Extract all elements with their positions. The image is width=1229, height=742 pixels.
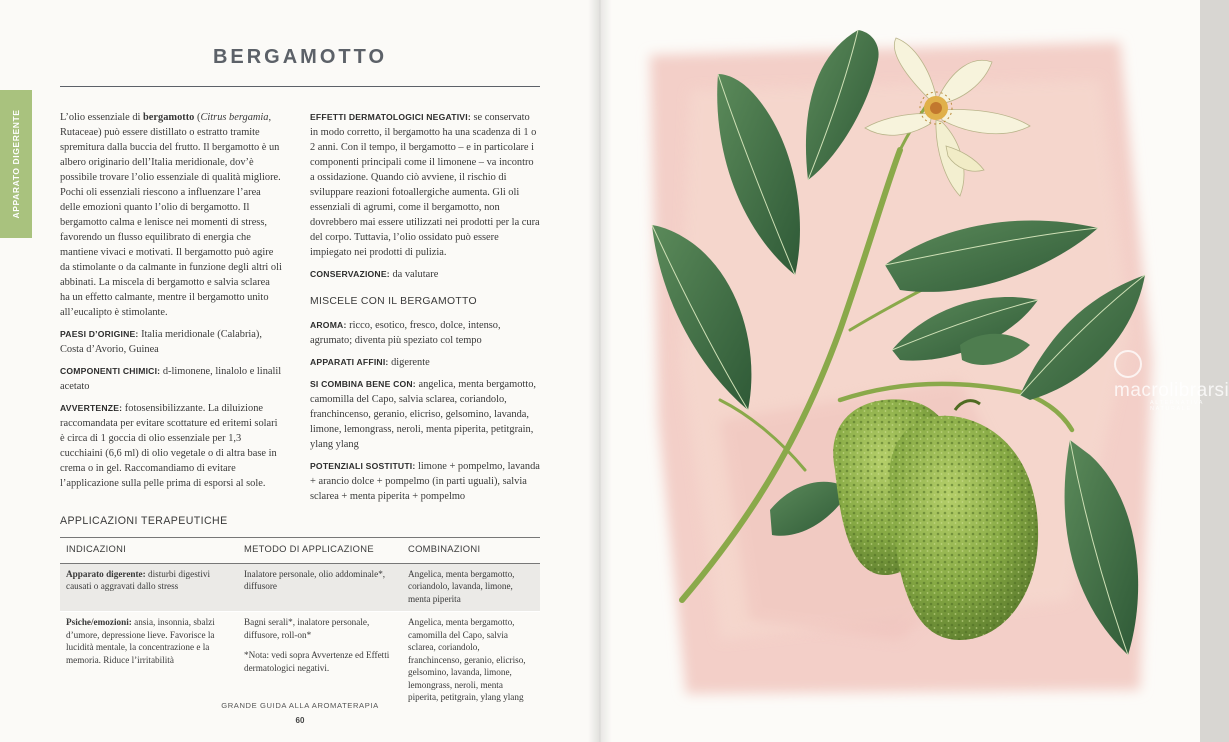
combina-text: angelica, menta bergamotto, camomilla del Capo, salvia sclarea, coriandolo, franchincenso, geranio, elicriso, gelsomino, lavanda, limone, lemongrass, neroli, menta piperita, petitgrain, ylang ylang xyxy=(310,379,536,450)
aroma-label: AROMA: xyxy=(310,320,347,330)
applicazioni-heading: APPLICAZIONI TERAPEUTICHE xyxy=(60,515,228,527)
table-row xyxy=(60,612,540,710)
cell-indicazioni xyxy=(60,563,238,612)
watermark-subtext: ALTERNATIVA NATURALE xyxy=(1150,400,1204,412)
indicazione-label: Psiche/emozioni: xyxy=(66,617,132,627)
cell-combinazioni: Angelica, menta bergamotto, coriandolo, lavanda, limone, menta piperita xyxy=(402,563,540,612)
indicazione-label: Apparato digerente: xyxy=(66,568,146,579)
apparati-text: digerente xyxy=(388,357,430,368)
header-indicazioni: INDICAZIONI xyxy=(60,538,238,564)
paesi-origine xyxy=(60,327,282,357)
section-tab xyxy=(0,90,32,238)
intro-text-c: , Rutaceae) può essere distillato o estratto tramite spremitura dalla buccia del frutto. Il bergamotto è un albero originario dell’Italia meridionale, dov’è possibile trovare l’olio essenziale di qualità migliore. Pochi oli essenziali riescono a influenzare l’area delle emozioni quanto l’olio di bergamotto. Il bergamotto calma e lenisce nei momenti di stress, favorendo un flusso equilibrato di energia che mantiene vivaci e motivati. Il bergamotto può agire da stimolante o da calmante in funzione degli altri oli abbinati. La miscela di bergamotto e salvia sclarea ha un effetto calmante, mentre il bergamotto unito all’eucalipto è stimolante. xyxy=(60,112,282,318)
bergamot-illustration-image xyxy=(600,0,1200,742)
header-combinazioni: COMBINAZIONI xyxy=(402,538,540,564)
conservazione-label: CONSERVAZIONE: xyxy=(310,269,390,279)
right-column xyxy=(310,110,540,511)
right-page xyxy=(600,0,1229,742)
apparati-affini xyxy=(310,355,540,370)
page-number: 60 xyxy=(295,716,305,725)
sostituti-text: limone + pompelmo, lavanda + arancio dolce + pompelmo (in parti uguali), salvia sclarea + menta piperita + pompelmo xyxy=(310,461,540,502)
effetti-label: EFFETTI DERMATOLOGICI NEGATIVI: xyxy=(310,112,471,122)
cell-metodo xyxy=(238,612,402,710)
applicazioni-table xyxy=(60,537,540,710)
conservazione-text: da valutare xyxy=(389,269,439,280)
intro-name: bergamotto xyxy=(143,112,195,123)
watermark-main xyxy=(1114,352,1229,402)
paesi-label: PAESI D’ORIGINE: xyxy=(60,329,139,339)
intro-text-a: L’olio essenziale di xyxy=(60,112,144,123)
title-rule xyxy=(60,86,540,87)
watermark-text: macrolibrarsi xyxy=(1114,380,1229,401)
sostituti-label: POTENZIALI SOSTITUTI: xyxy=(310,461,416,471)
avvertenze xyxy=(60,401,282,491)
indicazione-text: disturbi digestivi causati o aggravati dallo stress xyxy=(66,568,211,591)
miscele-heading: MISCELE CON IL BERGAMOTTO xyxy=(310,296,477,307)
paesi-text: Italia meridionale (Calabria), Costa d’Avorio, Guinea xyxy=(60,329,262,355)
cell-metodo: Inalatore personale, olio addominale*, diffusore xyxy=(238,563,402,612)
header-metodo: METODO DI APPLICAZIONE xyxy=(238,538,402,564)
aroma-text: ricco, esotico, fresco, dolce, intenso, agrumato; diventa più speziato col tempo xyxy=(310,320,501,346)
apparati-label: APPARATI AFFINI: xyxy=(310,357,389,367)
intro-paragraph xyxy=(60,110,282,320)
latin-name: Citrus bergamia xyxy=(200,112,269,123)
indicazione-text: ansia, insonnia, sbalzi d’umore, depressione lieve. Favorisce la lucidità mentale, la concentrazione e la memoria. Riduce l’irritabilità xyxy=(66,617,215,665)
effetti-dermatologici xyxy=(310,110,540,260)
metodo-text: Bagni serali*, inalatore personale, diffusore, roll-on* xyxy=(244,617,370,640)
intro-text-b: ( xyxy=(194,112,201,123)
page-title: BERGAMOTTO xyxy=(212,46,388,68)
effetti-text: se conservato in modo corretto, il bergamotto ha una scadenza di 1 o 2 anni. Con il tempo, il bergamotto – e in particolare i componenti principali come il limonene – va incontro a ossidazione. Quando ciò avviene, il rischio di sviluppare reazioni fotoallergiche aumenta. Gli oli essenziali di agrumi, come il bergamotto, non dovrebbero mai essere utilizzati nei prodotti per la cura del corpo. Tuttavia, l’olio ossidato può essere impiegato nei prodotti di pulizia. xyxy=(310,112,540,258)
avvertenze-label: AVVERTENZE: xyxy=(60,403,123,413)
left-page xyxy=(0,0,600,742)
cell-indicazioni xyxy=(60,612,238,710)
watermark xyxy=(1114,352,1229,412)
cell-combinazioni: Angelica, menta bergamotto, camomilla del Capo, salvia sclarea, coriandolo, franchincenso, geranio, elicriso, gelsomino, lavanda, limone, lemongrass, neroli, menta piperita, petitgrain, ylang ylang xyxy=(408,617,526,702)
running-footer: GRANDE GUIDA ALLA AROMATERAPIA xyxy=(221,701,379,710)
avvertenze-text: fotosensibilizzante. La diluizione raccomandata per evitare scottature ed eritemi solari è circa di 1 goccia di olio essenziale per 1,3 cucchiaini (6,6 ml) di olio vegetale o di altra base in crema o in gel. Raccomandiamo di evitare l’applicazione sulla pelle prima di esporsi al sole. xyxy=(60,403,278,489)
si-combina xyxy=(310,377,540,452)
left-column xyxy=(60,110,282,498)
table-row xyxy=(60,563,540,612)
componenti-chimici xyxy=(60,364,282,394)
combina-label: SI COMBINA BENE CON: xyxy=(310,379,416,389)
watermark-logo-icon xyxy=(1114,350,1142,378)
section-tab-label: APPARATO DIGERENTE xyxy=(11,109,21,219)
potenziali-sostituti xyxy=(310,459,540,504)
componenti-label: COMPONENTI CHIMICI: xyxy=(60,366,161,376)
table-header-row xyxy=(60,538,540,564)
aroma xyxy=(310,318,540,348)
componenti-text: d-limonene, linalolo e linalil acetato xyxy=(60,366,282,392)
conservazione xyxy=(310,267,540,282)
book-gutter xyxy=(588,0,612,742)
nota-text: *Nota: vedi sopra Avvertenze ed Effetti dermatologici negativi. xyxy=(244,650,390,673)
